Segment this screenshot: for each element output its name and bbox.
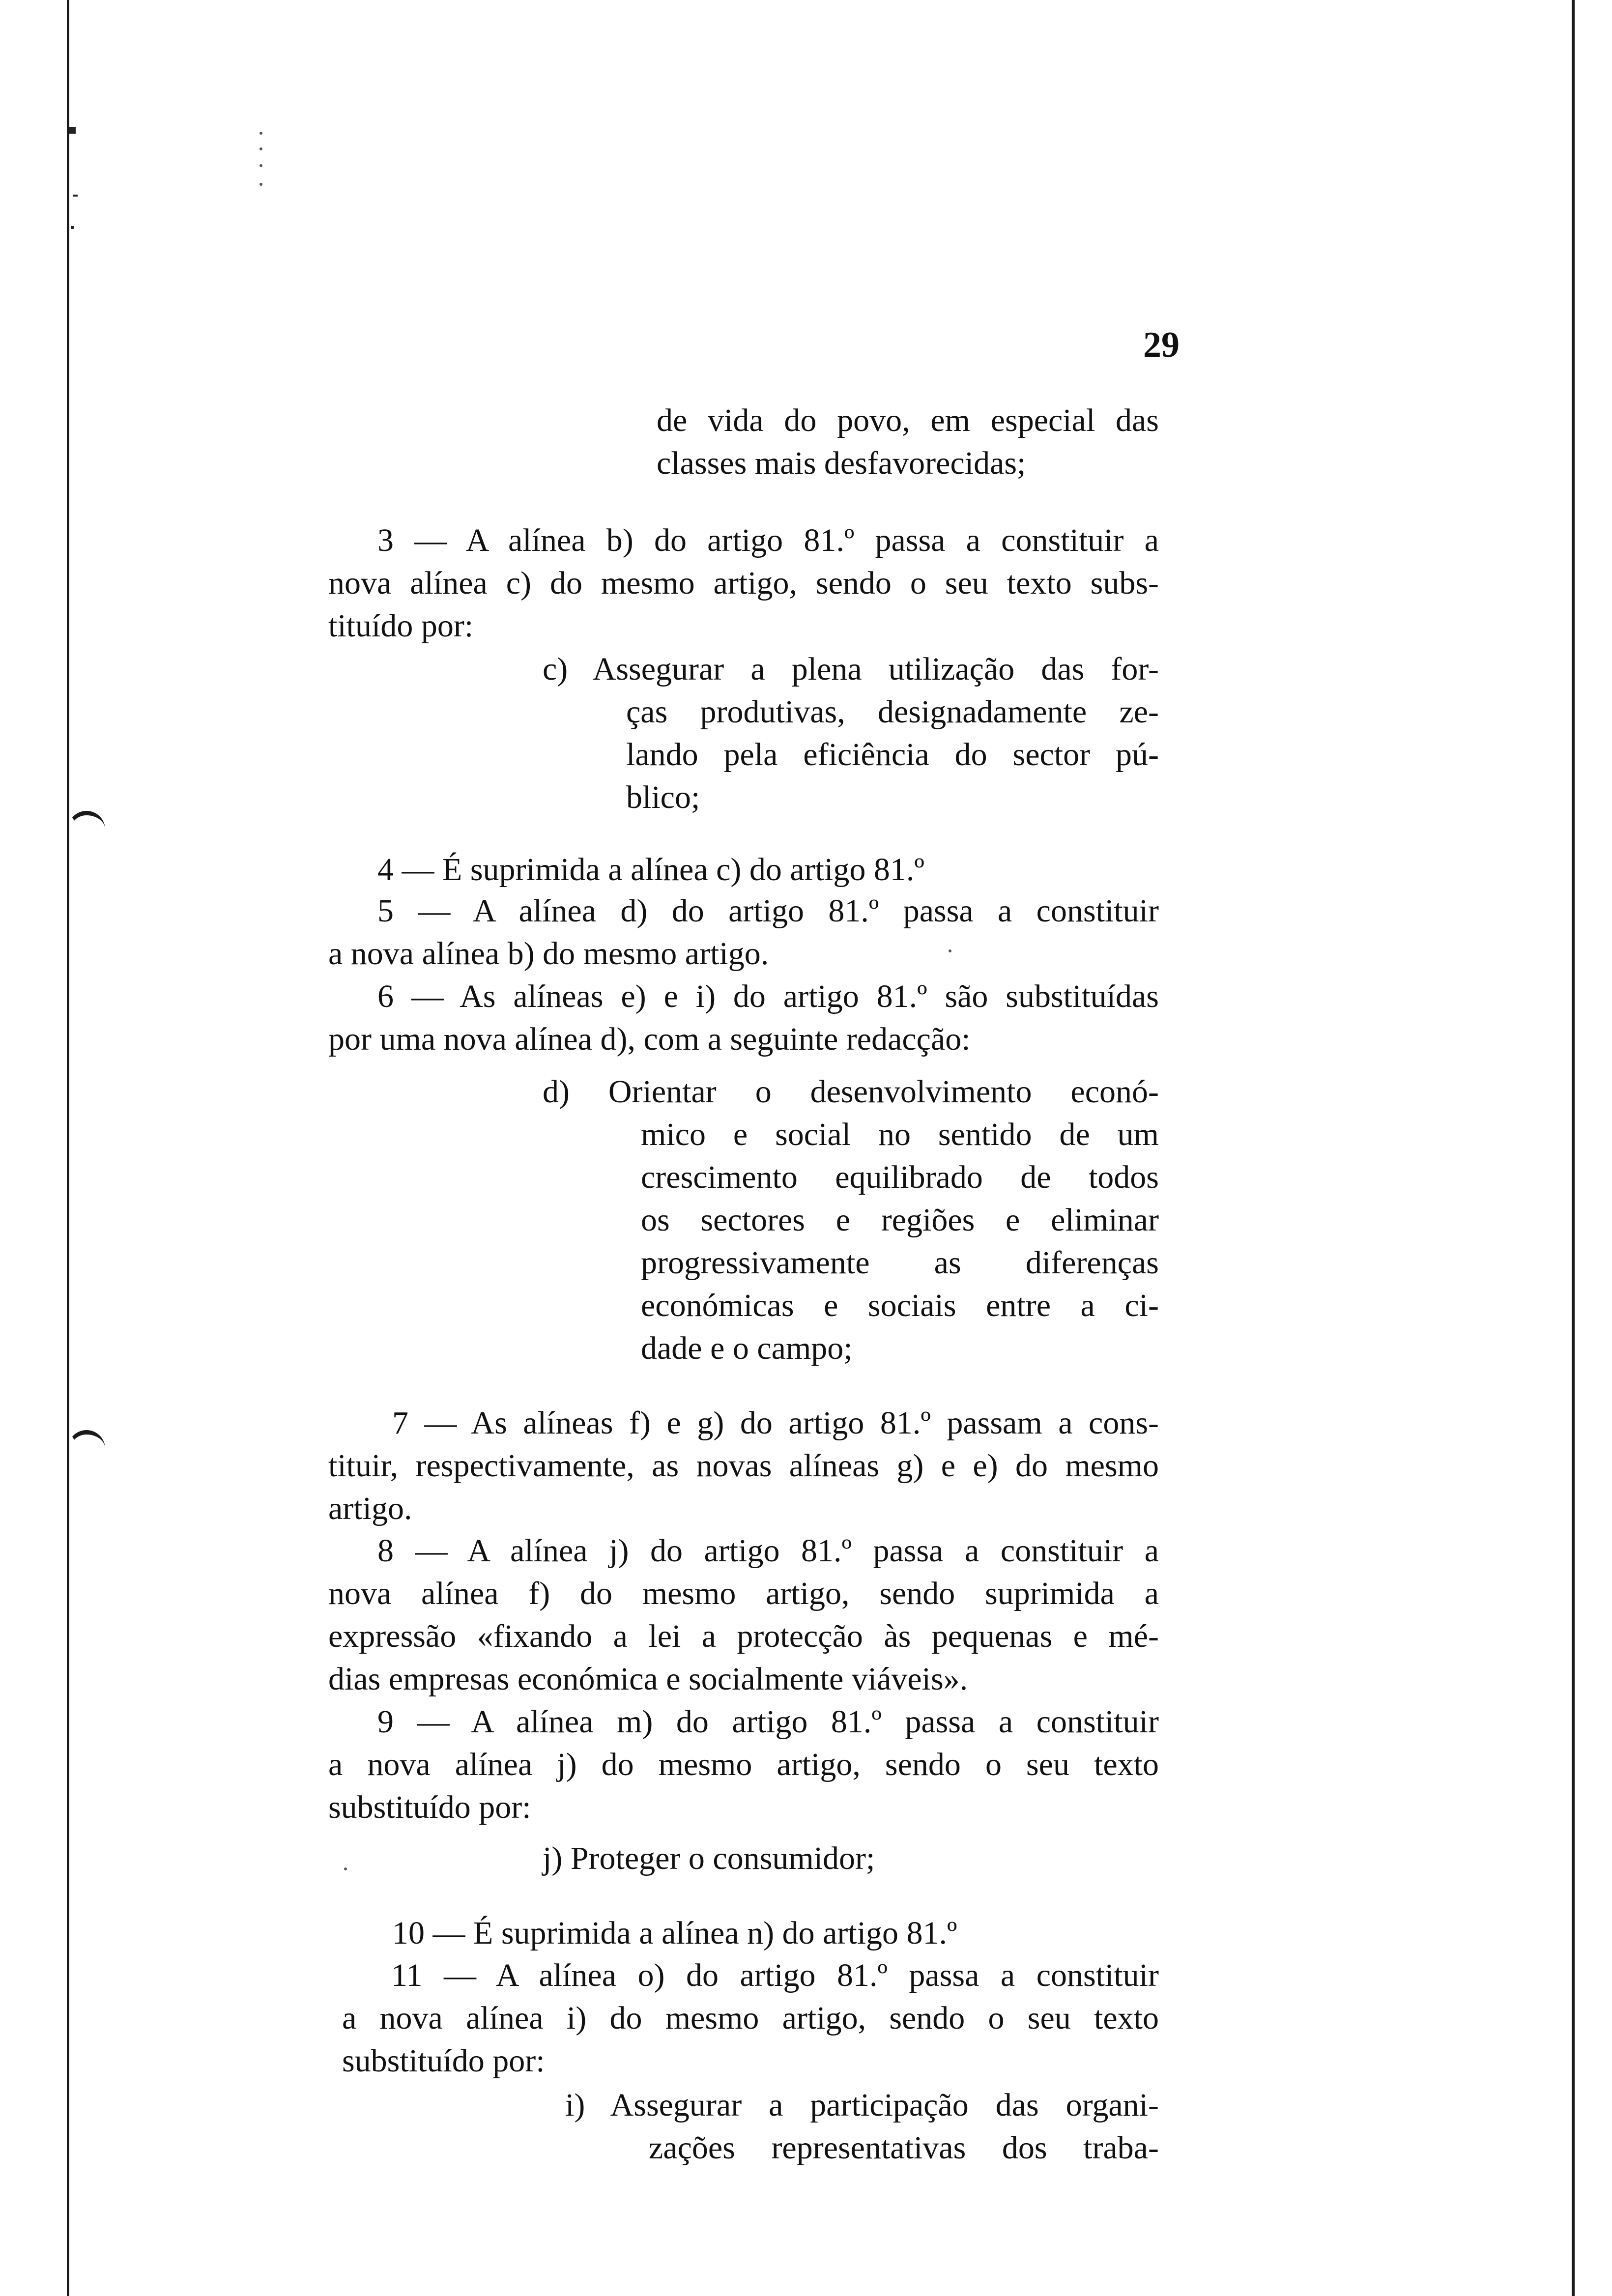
text-line: expressão «fixando a lei a protecção às pequenas e mé- <box>328 1618 1159 1654</box>
paragraph-item-10 <box>328 1912 1159 1954</box>
text-line: 9 — A alínea m) do artigo 81.º passa a constituir <box>377 1704 1159 1740</box>
page-number: 29 <box>1143 325 1180 365</box>
quote-item-9 <box>543 1837 1159 1880</box>
scan-arc-mark <box>68 1430 105 1454</box>
text-line: mico e social no sentido de um <box>641 1117 1159 1152</box>
text-line: a nova alínea i) do mesmo artigo, sendo o seu texto <box>342 2000 1159 2036</box>
text-line: 8 — A alínea j) do artigo 81.º passa a constituir a <box>377 1533 1159 1569</box>
scan-speck <box>259 164 262 167</box>
scan-left-edge <box>67 0 69 2296</box>
text-line: a nova alínea j) do mesmo artigo, sendo o seu texto <box>328 1747 1159 1782</box>
text-line: 10 — É suprimida a alínea n) do artigo 81.º <box>392 1915 957 1951</box>
paragraph-item-4 <box>328 848 1159 891</box>
text-line: dade e o campo; <box>641 1330 853 1366</box>
scan-arc-mark <box>68 811 105 835</box>
text-line: blico; <box>626 779 700 815</box>
paragraph-intro <box>657 399 1159 485</box>
scan-mark <box>71 226 74 229</box>
scan-right-edge <box>1572 0 1575 2296</box>
scan-speck <box>259 183 262 186</box>
text-line: a nova alínea b) do mesmo artigo. <box>328 936 769 972</box>
text-line: classes mais desfavorecidas; <box>657 445 1026 481</box>
text-line: artigo. <box>328 1491 412 1526</box>
text-line: zações representativas dos traba- <box>649 2130 1159 2166</box>
text-line: 11 — A alínea o) do artigo 81.º passa a constituir <box>391 1957 1159 1993</box>
scan-speck <box>259 147 262 150</box>
text-line: substituído por: <box>342 2043 545 2079</box>
text-line: económicas e sociais entre a ci- <box>641 1288 1159 1323</box>
text-line: tituído por: <box>328 608 474 644</box>
scan-mark <box>73 195 78 197</box>
text-line: c) Assegurar a plena utilização das for- <box>543 651 1159 687</box>
text-line: lando pela eficiência do sector pú- <box>626 737 1159 773</box>
text-line: 4 — É suprimida a alínea c) do artigo 81.º <box>377 852 924 888</box>
paragraph-item-3 <box>328 519 1159 647</box>
text-line: os sectores e regiões e eliminar <box>641 1202 1159 1238</box>
text-line: d) Orientar o desenvolvimento econó- <box>543 1074 1159 1110</box>
paragraph-item-11 <box>342 1954 1159 2082</box>
scan-speck <box>259 132 262 135</box>
text-line: tituir, respectivamente, as novas alíneas g) e e) do mesmo <box>328 1448 1159 1484</box>
text-line: por uma nova alínea d), com a seguinte redacção: <box>328 1021 971 1057</box>
paragraph-item-6 <box>328 975 1159 1061</box>
text-line: nova alínea c) do mesmo artigo, sendo o seu texto subs- <box>328 565 1159 601</box>
text-line: dias empresas económica e socialmente viáveis». <box>328 1661 968 1697</box>
paragraph-item-8 <box>328 1529 1159 1700</box>
quote-item-11 <box>565 2084 1159 2169</box>
quote-item-6 <box>543 1070 1159 1370</box>
quote-item-3 <box>543 648 1159 819</box>
text-line: 5 — A alínea d) do artigo 81.º passa a constituir <box>377 893 1159 929</box>
text-line: substituído por: <box>328 1789 531 1825</box>
paragraph-item-5 <box>328 890 1159 975</box>
text-line: 7 — As alíneas f) e g) do artigo 81.º passam a cons- <box>392 1405 1159 1441</box>
paragraph-item-9 <box>328 1700 1159 1829</box>
text-line: crescimento equilibrado de todos <box>641 1159 1159 1195</box>
text-line: ças produtivas, designadamente ze- <box>626 694 1159 730</box>
text-line: i) Assegurar a participação das organi- <box>565 2087 1159 2123</box>
paragraph-item-7 <box>328 1402 1159 1530</box>
text-line: de vida do povo, em especial das <box>657 402 1159 438</box>
text-line: 3 — A alínea b) do artigo 81.º passa a constituir a <box>377 522 1159 558</box>
text-line: progressivamente as diferenças <box>641 1245 1159 1281</box>
scan-speck <box>344 1867 347 1870</box>
text-line: j) Proteger o consumidor; <box>543 1840 875 1876</box>
text-line: 6 — As alíneas e) e i) do artigo 81.º são substituídas <box>377 978 1159 1014</box>
scan-mark <box>69 127 76 134</box>
text-line: nova alínea f) do mesmo artigo, sendo suprimida a <box>328 1576 1159 1611</box>
